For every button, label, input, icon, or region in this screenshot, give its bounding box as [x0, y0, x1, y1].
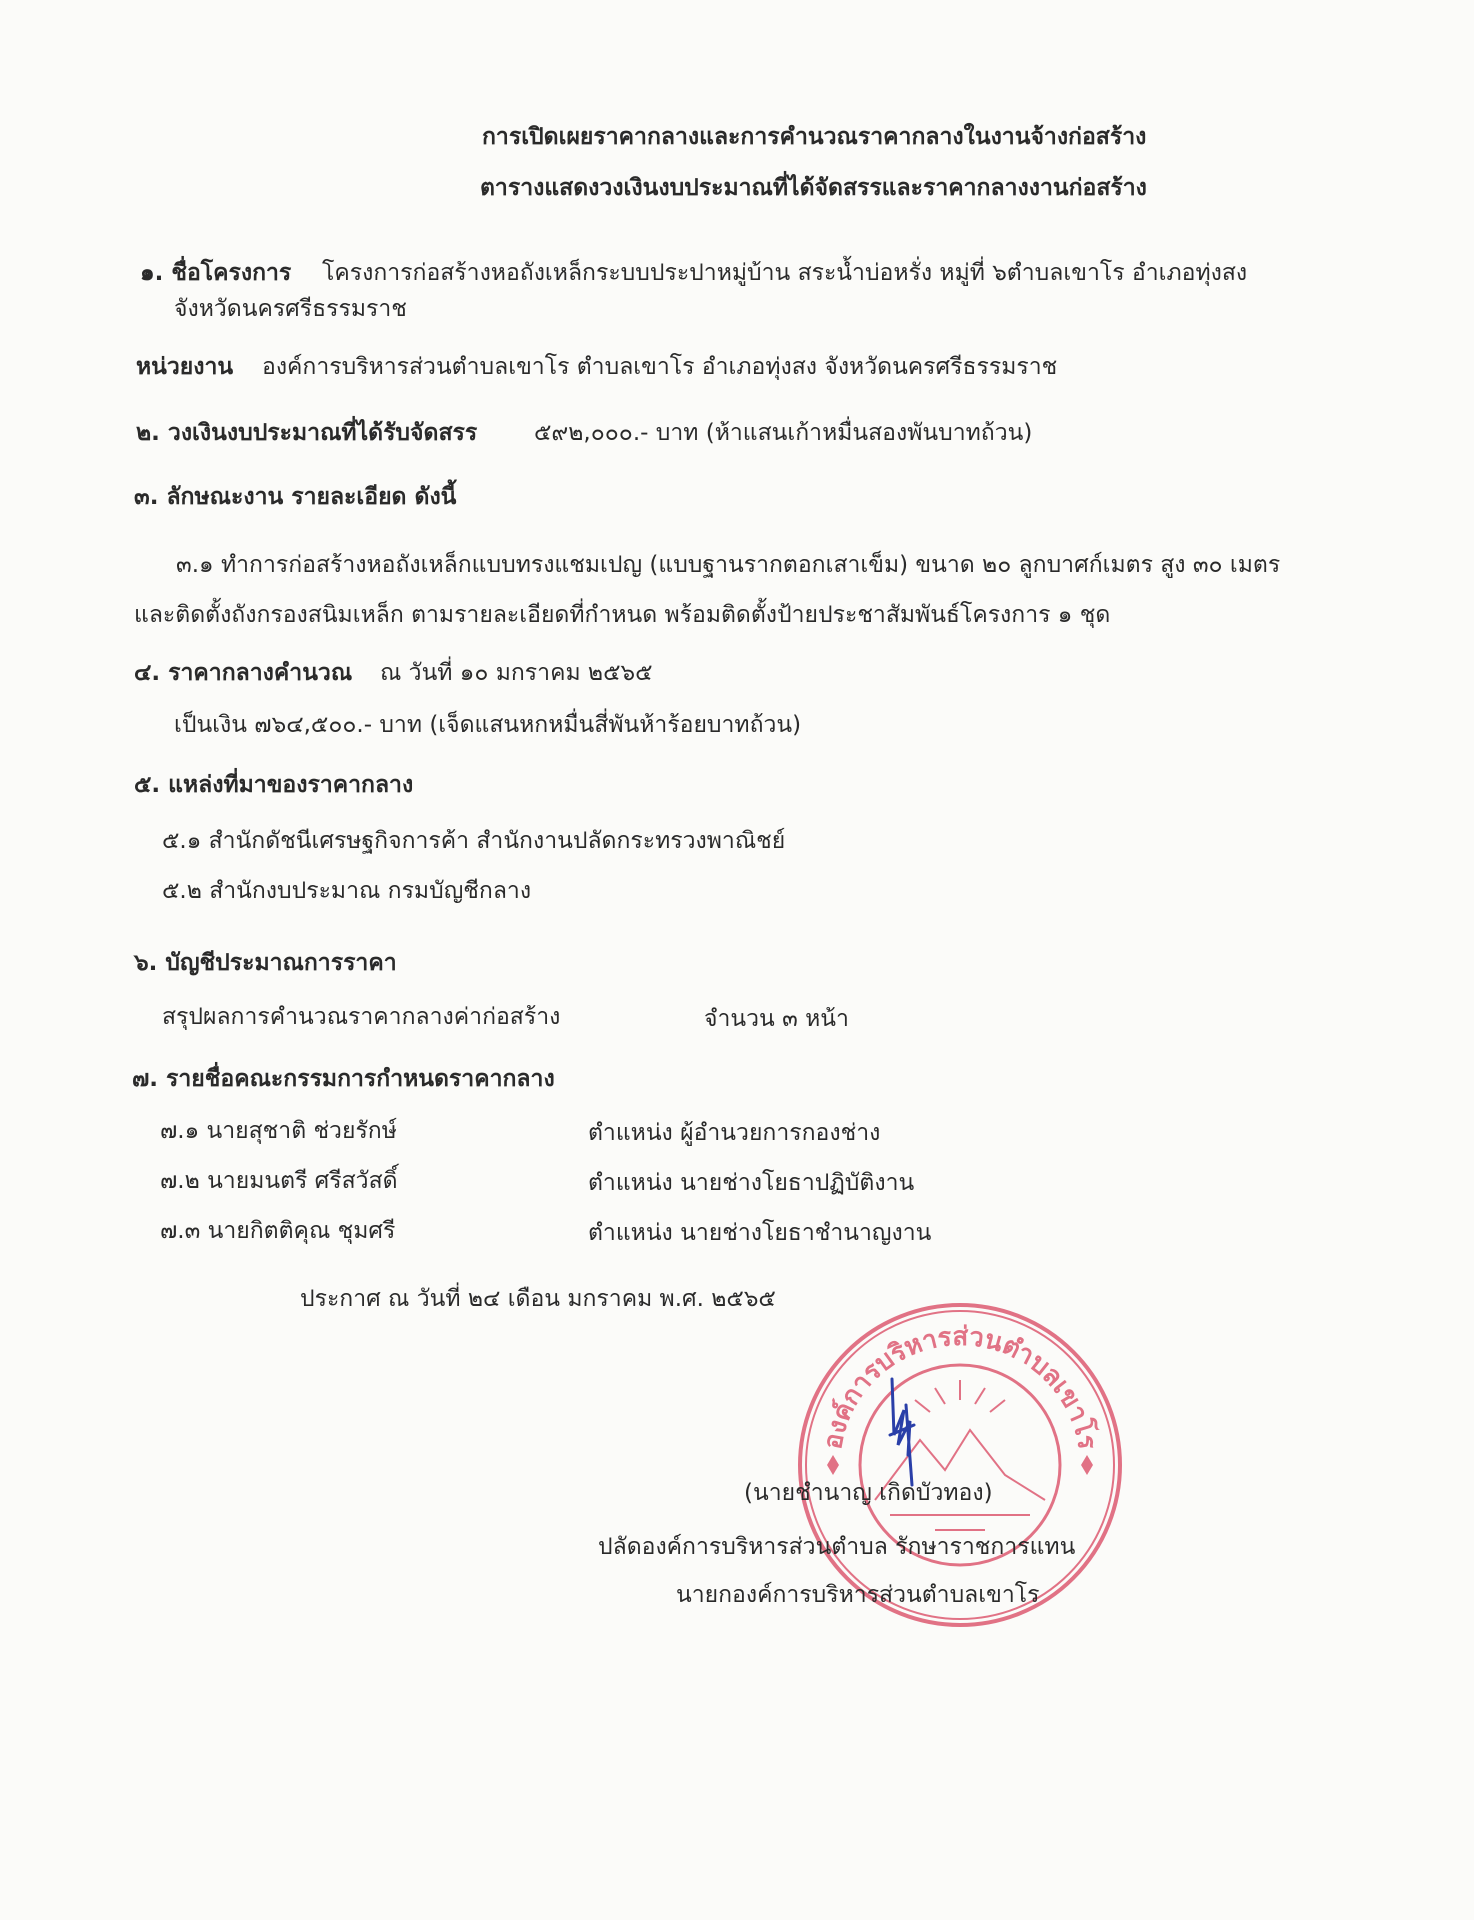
header-line-2: ตารางแสดงวงเงินงบประมาณที่ได้จัดสรรและราคากลางงานก่อสร้าง: [480, 175, 1147, 201]
section-3-label: ๓. ลักษณะงาน รายละเอียด ดังนี้: [134, 484, 457, 510]
announcement-date: ประกาศ ณ วันที่ ๒๔ เดือน มกราคม พ.ศ. ๒๕๖๕: [300, 1286, 776, 1312]
work-detail-line-2: และติดตั้งถังกรองสนิมเหล็ก ตามรายละเอียดที่กำหนด พร้อมติดตั้งป้ายประชาสัมพันธ์โครงการ ๑ ชุด: [134, 602, 1111, 628]
section-1-label: ๑. ชื่อโครงการ: [140, 260, 292, 286]
estimate-item: สรุปผลการคำนวณราคากลางค่าก่อสร้าง: [162, 1004, 561, 1030]
svg-text:องค์การบริหารส่วนตำบลเขาโร: องค์การบริหารส่วนตำบลเขาโร: [818, 1321, 1102, 1452]
committee-member-name: ๗.๑ นายสุชาติ ช่วยรักษ์: [160, 1118, 397, 1144]
committee-member-position: ตำแหน่ง ผู้อำนวยการกองช่าง: [588, 1120, 881, 1146]
budget-text: ๕๙๒,๐๐๐.- บาท (ห้าแสนเก้าหมื่นสองพันบาทถ้วน): [534, 420, 1033, 446]
section-6-label: ๖. บัญชีประมาณการราคา: [134, 950, 397, 976]
calc-date: ณ วันที่ ๑๐ มกราคม ๒๕๖๕: [380, 660, 653, 686]
committee-member-position: ตำแหน่ง นายช่างโยธาชำนาญงาน: [588, 1220, 932, 1246]
signer-name: (นายชำนาญ เกิดบัวทอง): [744, 1480, 993, 1506]
project-name-line-2: จังหวัดนครศรีธรรมราช: [174, 296, 407, 322]
median-price-text: เป็นเงิน ๗๖๔,๕๐๐.- บาท (เจ็ดแสนหกหมื่นสี่พันห้าร้อยบาทถ้วน): [174, 712, 802, 738]
signer-title-line-2: นายกองค์การบริหารส่วนตำบลเขาโร: [676, 1582, 1040, 1608]
section-2-label: ๒. วงเงินงบประมาณที่ได้รับจัดสรร: [136, 420, 478, 446]
agency-text: องค์การบริหารส่วนตำบลเขาโร ตำบลเขาโร อำเภอทุ่งสง จังหวัดนครศรีธรรมราช: [262, 354, 1058, 380]
committee-member-position: ตำแหน่ง นายช่างโยธาปฏิบัติงาน: [588, 1170, 915, 1196]
section-4-label: ๔. ราคากลางคำนวณ: [134, 660, 353, 686]
estimate-page-count: จำนวน ๓ หน้า: [704, 1006, 849, 1032]
section-7-label: ๗. รายชื่อคณะกรรมการกำหนดราคากลาง: [132, 1066, 555, 1092]
signer-title-line-1: ปลัดองค์การบริหารส่วนตำบล รักษาราชการแทน: [598, 1534, 1076, 1560]
work-detail-line-1: ๓.๑ ทำการก่อสร้างหอถังเหล็กแบบทรงแชมเปญ (แบบฐานรากตอกเสาเข็ม) ขนาด ๒๐ ลูกบาศก์เมตร สูง ๓๐ เมตร: [176, 552, 1281, 578]
project-name-line-1: โครงการก่อสร้างหอถังเหล็กระบบประปาหมู่บ้าน สระน้ำบ่อหรั่ง หมู่ที่ ๖ตำบลเขาโร อำเภอทุ่งสง: [322, 260, 1248, 286]
section-5-label: ๕. แหล่งที่มาของราคากลาง: [134, 772, 414, 798]
source-item-2: ๕.๒ สำนักงบประมาณ กรมบัญชีกลาง: [162, 878, 532, 904]
committee-member-name: ๗.๒ นายมนตรี ศรีสวัสดิ์: [160, 1168, 398, 1194]
agency-label: หน่วยงาน: [136, 354, 234, 380]
handwritten-signature: [870, 1375, 950, 1495]
committee-member-name: ๗.๓ นายกิตติคุณ ชุมศรี: [160, 1218, 396, 1244]
source-item-1: ๕.๑ สำนักดัชนีเศรษฐกิจการค้า สำนักงานปลัดกระทรวงพาณิชย์: [162, 828, 786, 854]
header-line-1: การเปิดเผยราคากลางและการคำนวณราคากลางในงานจ้างก่อสร้าง: [482, 124, 1147, 150]
